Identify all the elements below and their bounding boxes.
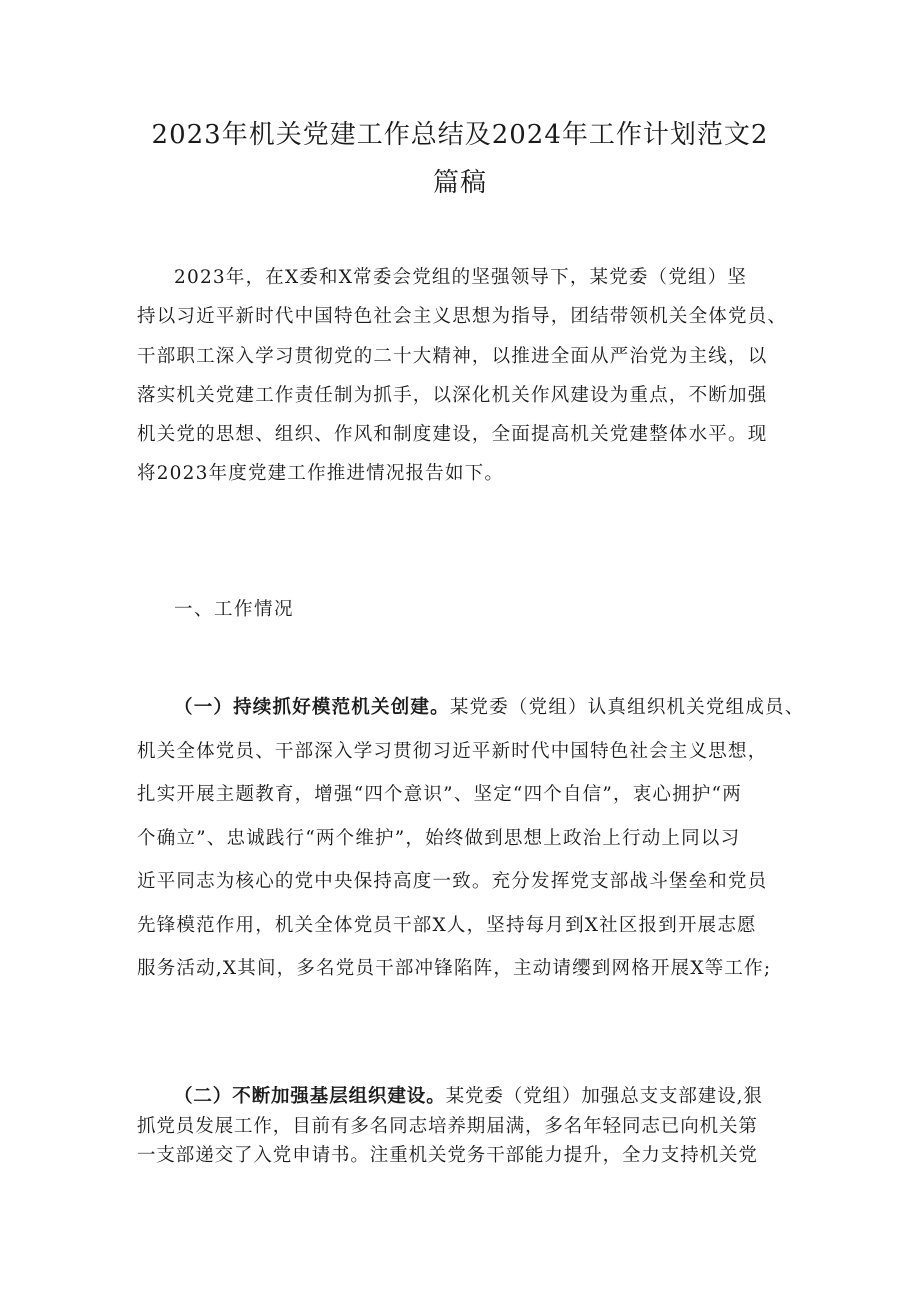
section-1-paragraph	[137, 686, 805, 991]
document-title-line-1: 2023年机关党建工作总结及2024年工作计划范文2	[151, 120, 769, 150]
section-1-line: 先锋模范作用，机关全体党员干部X人，坚持每月到X社区报到开展志愿	[137, 914, 757, 936]
section-heading-work-status: 一、工作情况	[174, 599, 295, 620]
intro-line: 2023年，在X委和X常委会党组的坚强领导下，某党委（党组）坚	[174, 267, 748, 288]
section-1-line: 近平同志为核心的党中央保持高度一致。充分发挥党支部战斗堡垒和党员	[137, 871, 768, 892]
document-title-line-2: 篇稿	[432, 168, 487, 198]
section-2-first-line	[137, 1082, 789, 1112]
section-2-first-line-text: 某党委（党组）加强总支支部建设,狠	[445, 1086, 763, 1107]
section-1-line: 扎实开展主题教育，增强“四个意识”、坚定“四个自信”，衷心拥护“两	[137, 784, 742, 805]
intro-line: 落实机关党建工作责任制为抓手，以深化机关作风建设为重点，不断加强	[137, 384, 768, 406]
section-2-bold-lead: （二）不断加强基层组织建设。	[174, 1086, 446, 1107]
section-1-line: 个确立”、忠诚践行“两个维护”，始终做到思想上政治上行动上同以习	[137, 827, 741, 849]
intro-paragraph	[137, 258, 789, 494]
section-2-line: 一支部递交了入党申请书。注重机关党务干部能力提升，全力支持机关党	[137, 1145, 758, 1166]
intro-line: 持以习近平新时代中国特色社会主义思想为指导，团结带领机关全体党员、	[137, 306, 788, 328]
section-1-first-line	[137, 686, 805, 730]
intro-line: 干部职工深入学习贯彻党的二十大精神，以推进全面从严治党为主线，以	[137, 345, 768, 367]
intro-line: 机关党的思想、组织、作风和制度建设，全面提高机关党建整体水平。现	[137, 424, 768, 446]
section-1-bold-lead: （一）持续抓好模范机关创建。	[174, 697, 450, 718]
section-1-line: 服务活动,X其间，多名党员干部冲锋陷阵，主动请缨到网格开展X等工作;	[137, 958, 772, 979]
section-2-line: 抓党员发展工作，目前有多名同志培养期届满，多名年轻同志已向机关第	[137, 1115, 758, 1137]
section-2-paragraph	[137, 1082, 789, 1171]
section-1-line: 机关全体党员、干部深入学习贯彻习近平新时代中国特色社会主义思想，	[137, 740, 768, 762]
section-1-first-line-text: 某党委（党组）认真组织机关党组成员、	[449, 697, 805, 718]
intro-line: 将2023年度党建工作推进情况报告如下。	[137, 463, 505, 485]
